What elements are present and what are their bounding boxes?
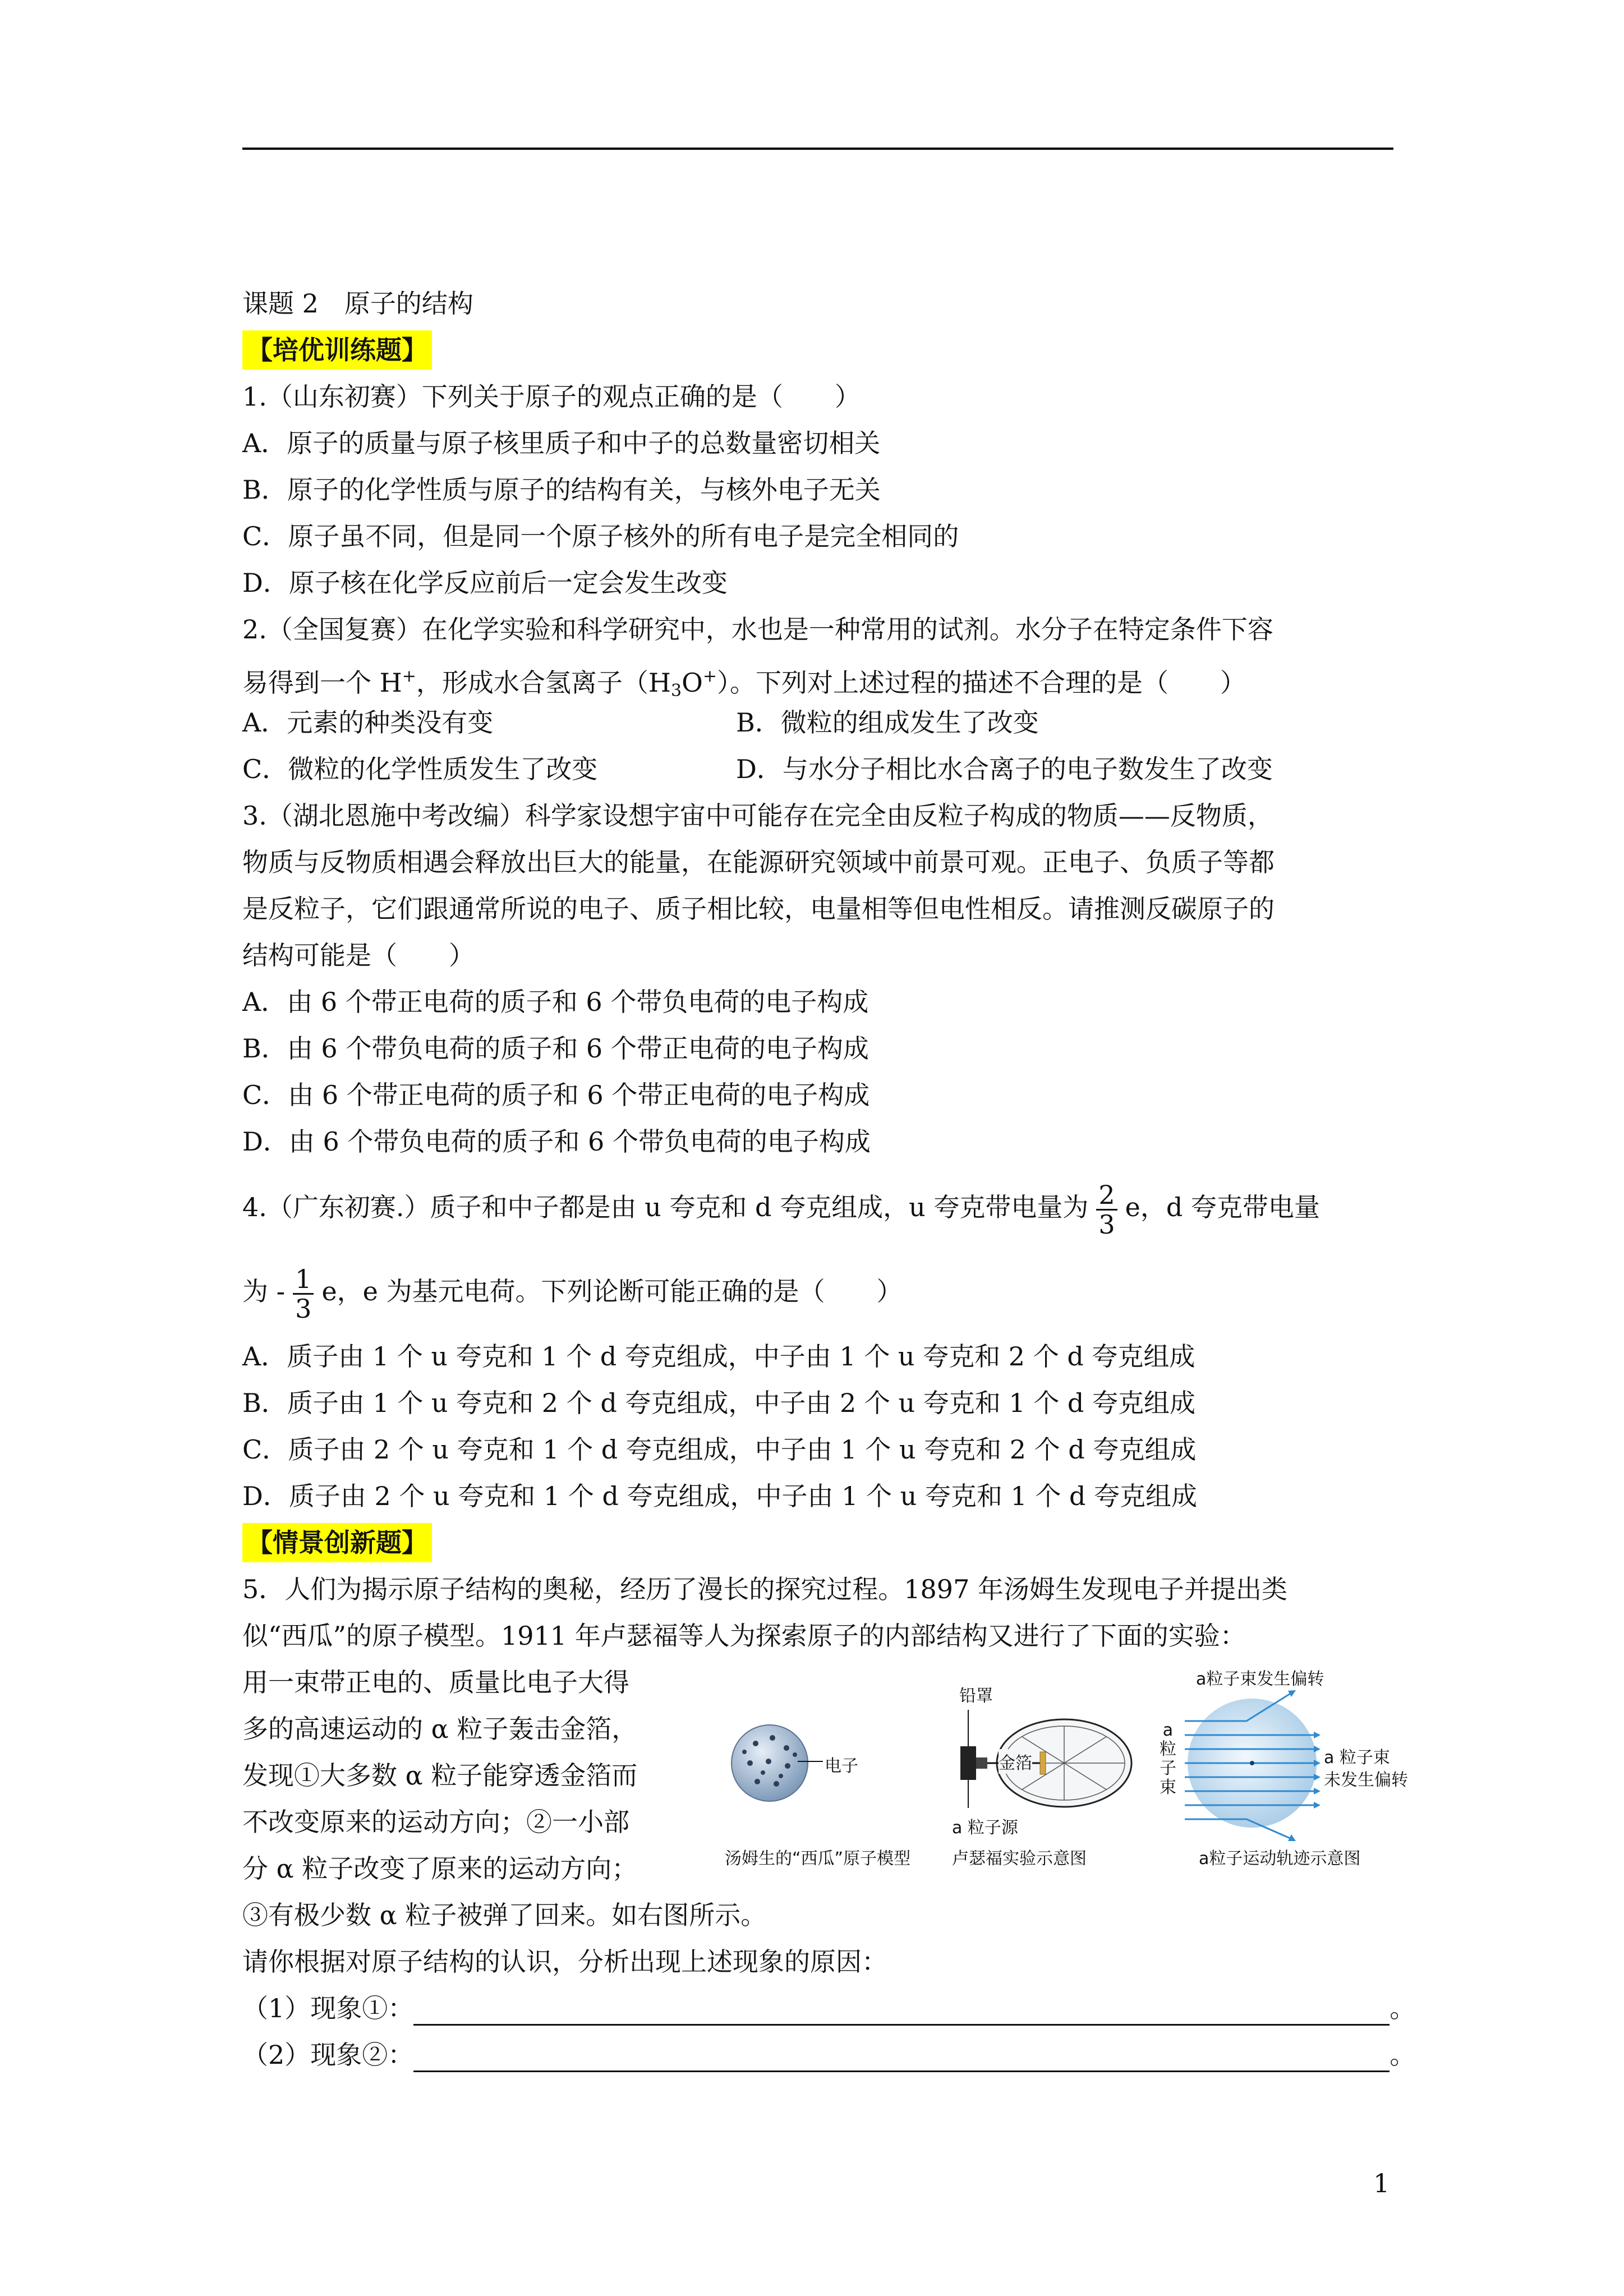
q3-option-b: B．由 6 个带负电荷的质子和 6 个带正电荷的电子构成 [242, 1033, 869, 1064]
atom-model-figures [725, 1659, 1408, 1895]
fraction-one-third: $\frac{1}{3}$ [293, 1265, 314, 1323]
q2-option-b: B．微粒的组成发生了改变 [736, 707, 1039, 738]
q5-observation-3: ③有极少数 α 粒子被弹了回来。如右图所示。 [242, 1900, 767, 1930]
q4-stem-line2: 为 - $\frac{1}{3}$ e，e 为基元电荷。下列论断可能正确的是（ ） [242, 1263, 903, 1324]
q1-option-c: C．原子虽不同，但是同一个原子核外的所有电子是完全相同的 [242, 521, 959, 551]
q3-option-d: D．由 6 个带负电荷的质子和 6 个带负电荷的电子构成 [242, 1126, 871, 1157]
q3-option-c: C．由 6 个带正电荷的质子和 6 个带正电荷的电子构成 [242, 1080, 870, 1110]
q5-side-line: 分 α 粒子改变了原来的运动方向； [242, 1853, 638, 1884]
q2-option-d: D．与水分子相比水合离子的电子数发生了改变 [736, 754, 1273, 784]
q3-stem-line3: 是反粒子，它们跟通常所说的电子、质子相比较，电量相等但电性相反。请推测反碳原子的 [242, 894, 1275, 924]
answer-blank-1[interactable] [413, 1996, 1390, 2026]
q2-stem-line2: 易得到一个 H+，形成水合氢离子$(H_3O^+)$。下列对上述过程的描述不合理的是（ ） [242, 666, 1246, 701]
q3-option-a: A．由 6 个带正电荷的质子和 6 个带负电荷的电子构成 [242, 987, 869, 1017]
q2-stem-line1: 2.（全国复赛）在化学实验和科学研究中，水也是一种常用的试剂。水分子在特定条件下容 [242, 614, 1273, 645]
q5-stem-line1: 5．人们为揭示原子结构的奥秘，经历了漫长的探究过程。1897 年汤姆生发现电子并提出类 [242, 1574, 1287, 1604]
rutherford-caption: 卢瑟福实验示意图 [952, 1849, 1087, 1869]
q5-prompt: 请你根据对原子结构的认识，分析出现上述现象的原因： [242, 1947, 887, 1977]
q1-stem: 1.（山东初赛）下列关于原子的观点正确的是（ ） [242, 381, 861, 412]
q1-option-a: A．原子的质量与原子核里质子和中子的总数量密切相关 [242, 428, 881, 458]
q2-options-row1 [242, 700, 1398, 746]
undeflected-beam-label-2: 未发生偏转 [1324, 1770, 1408, 1790]
q2-option-c: C．微粒的化学性质发生了改变 [242, 754, 598, 784]
q4-stem-line1: 4.（广东初赛.）质子和中子都是由 u 夸克和 d 夸克组成，u 夸克带电量为 $\frac{2}{3}$ e，d 夸克带电量 [242, 1179, 1320, 1240]
q5-figure-block [242, 1659, 1408, 1892]
trajectory-caption: a粒子运动轨迹示意图 [1199, 1849, 1361, 1869]
section-heading-row-2 [242, 1520, 1398, 1566]
q3-stem-line2: 物质与反物质相遇会释放出巨大的能量，在能源研究领域中前景可观。正电子、负质子等都 [242, 847, 1275, 877]
plum-pudding-model-figure [725, 1710, 893, 1822]
q5-side-text [242, 1659, 691, 1892]
q2-options-row2 [242, 746, 1398, 793]
electron-label: 电子 [825, 1756, 858, 1776]
q5-side-line: 用一束带正电的、质量比电子大得 [242, 1667, 629, 1697]
page-number: 1 [1373, 2168, 1390, 2198]
fraction-two-thirds: $\frac{2}{3}$ [1096, 1181, 1117, 1239]
q5-answer-label-2: （2）现象②： [242, 2040, 414, 2070]
q4-option-a: A．质子由 1 个 u 夸克和 1 个 d 夸克组成，中子由 1 个 u 夸克和 2 个 d 夸克组成 [242, 1341, 1195, 1372]
q5-answer-row-2: （2）现象②： 。 [242, 2032, 1398, 2078]
q2-option-a: A．元素的种类没有变 [242, 707, 494, 738]
q4-option-c: C．质子由 2 个 u 夸克和 1 个 d 夸克组成，中子由 1 个 u 夸克和 2 个 d 夸克组成 [242, 1434, 1197, 1465]
lead-shield-label: 铅罩 [959, 1686, 993, 1706]
section-heading-row [242, 327, 1398, 374]
q4-option-b: B．质子由 1 个 u 夸克和 2 个 d 夸克组成，中子由 2 个 u 夸克和 1 个 d 夸克组成 [242, 1388, 1195, 1418]
q1-option-b: B．原子的化学性质与原子的结构有关，与核外电子无关 [242, 475, 881, 505]
answer-blank-2[interactable] [413, 2042, 1390, 2072]
q5-side-line: 发现①大多数 α 粒子能穿透金箔而 [242, 1760, 638, 1791]
q4-option-d: D．质子由 2 个 u 夸克和 1 个 d 夸克组成，中子由 1 个 u 夸克和 1 个 d 夸克组成 [242, 1481, 1198, 1511]
gold-foil-label: 金箔 [999, 1749, 1032, 1774]
q5-answer-label-1: （1）现象①： [242, 1993, 414, 2023]
alpha-beam-vertical-label: a 粒 子 束 [1160, 1720, 1176, 1797]
q5-answer-row-1: （1）现象①： 。 [242, 1985, 1398, 2032]
q3-stem-line4: 结构可能是（ ） [242, 940, 475, 970]
q5-stem-line2: 似“西瓜”的原子模型。1911 年卢瑟福等人为探索原子的内部结构又进行了下面的实验： [242, 1621, 1246, 1651]
deflected-beam-label: a粒子束发生偏转 [1196, 1669, 1324, 1689]
q3-stem-line1: 3.（湖北恩施中考改编）科学家设想宇宙中可能存在完全由反粒子构成的物质——反物质， [242, 800, 1273, 831]
undeflected-beam-label-1: a 粒子束 [1324, 1748, 1390, 1768]
section-heading-practice: 【培优训练题】 [242, 330, 432, 370]
document-body [242, 280, 1416, 2078]
q5-side-line: 多的高速运动的 α 粒子轰击金箔， [242, 1714, 638, 1744]
q5-side-line: 不改变原来的运动方向；②一小部 [242, 1807, 629, 1837]
header-rule [242, 148, 1393, 150]
page-title: 课题 2 原子的结构 [242, 288, 473, 319]
q1-option-d: D．原子核在化学反应前后一定会发生改变 [242, 568, 728, 598]
section-heading-innovation: 【情景创新题】 [242, 1523, 432, 1562]
plum-pudding-caption: 汤姆生的“西瓜”原子模型 [725, 1849, 911, 1869]
rutherford-apparatus-figure [949, 1693, 1140, 1833]
alpha-source-label: a 粒子源 [952, 1818, 1018, 1838]
